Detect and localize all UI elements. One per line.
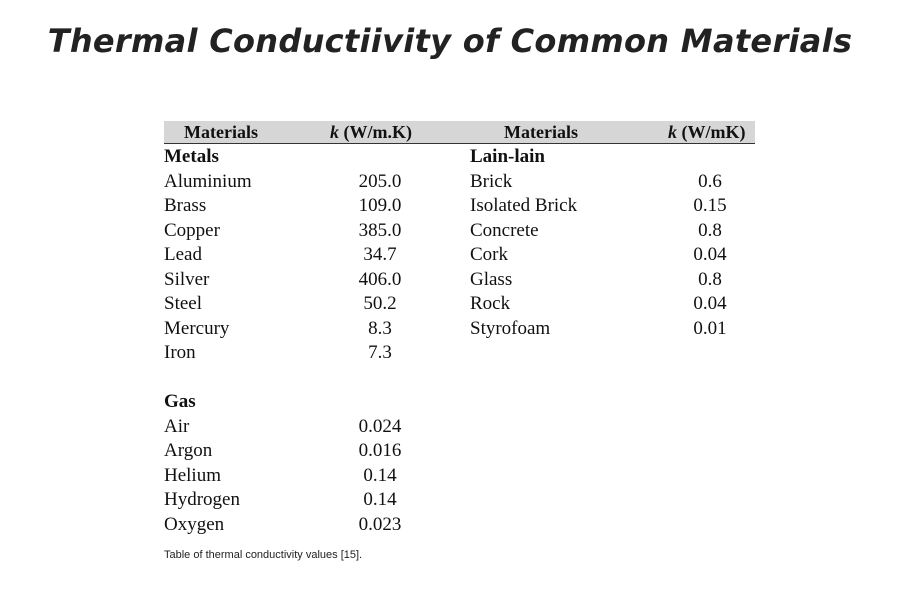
material-name: Cork — [470, 244, 508, 265]
header-materials-right: Materials — [504, 122, 578, 142]
left-column — [164, 145, 444, 537]
k-value: 0.14 — [363, 464, 397, 486]
k-value: 0.016 — [358, 440, 402, 461]
header-k-left — [330, 121, 412, 143]
header-materials-left: Materials — [184, 122, 258, 142]
k-value: 0.8 — [698, 219, 722, 241]
material-name: Brass — [164, 195, 207, 216]
k-value: 0.04 — [693, 244, 727, 265]
material-name: Lead — [164, 244, 202, 265]
material-name: Aluminium — [164, 170, 252, 192]
k-value: 385.0 — [358, 219, 402, 241]
header-k-unit-left: (W/m.K) — [343, 122, 412, 142]
k-value: 8.3 — [368, 317, 392, 339]
material-name: Oxygen — [164, 513, 225, 535]
k-value: 0.01 — [693, 317, 727, 339]
table-row — [164, 268, 444, 293]
table-row — [164, 439, 444, 464]
section-heading-metals: Metals — [164, 146, 219, 167]
table-row — [470, 243, 755, 268]
k-value: 0.8 — [698, 268, 722, 290]
table-row — [470, 292, 755, 317]
k-value: 406.0 — [358, 268, 402, 290]
k-value: 0.6 — [698, 170, 722, 192]
k-value: 50.2 — [363, 293, 397, 314]
k-value: 109.0 — [358, 195, 402, 216]
header-k-right — [668, 121, 745, 143]
table-row — [164, 341, 444, 366]
table-row — [164, 464, 444, 489]
material-name: Glass — [470, 268, 513, 290]
k-value: 7.3 — [368, 342, 392, 363]
section-spacer — [164, 366, 444, 391]
material-name: Argon — [164, 440, 213, 461]
table-row — [164, 170, 444, 195]
table-row — [470, 194, 755, 219]
table-row — [164, 292, 444, 317]
header-k-symbol-right: k — [668, 122, 677, 142]
table-row — [470, 268, 755, 293]
k-value: 34.7 — [363, 244, 397, 265]
k-value: 0.023 — [358, 513, 402, 535]
table-row — [470, 170, 755, 195]
table-row — [164, 488, 444, 513]
table-row — [164, 219, 444, 244]
table-row — [164, 243, 444, 268]
k-value: 0.14 — [363, 489, 397, 510]
material-name: Air — [164, 415, 190, 437]
section-heading-others: Lain-lain — [470, 146, 545, 167]
material-name: Copper — [164, 219, 220, 241]
header-k-symbol-left: k — [330, 122, 339, 142]
material-name: Styrofoam — [470, 317, 551, 339]
header-k-unit-right: (W/mK) — [681, 122, 746, 142]
material-name: Helium — [164, 464, 221, 486]
material-name: Brick — [470, 170, 513, 192]
material-name: Steel — [164, 293, 202, 314]
page-title: Thermal Conductiivity of Common Materials — [47, 22, 853, 60]
material-name: Rock — [470, 293, 511, 314]
table-caption: Table of thermal conductivity values [15]. — [164, 549, 363, 561]
table-row — [470, 317, 755, 342]
table-row — [164, 415, 444, 440]
material-name: Concrete — [470, 219, 539, 241]
table-row — [164, 194, 444, 219]
table-row — [470, 219, 755, 244]
k-value: 205.0 — [358, 170, 402, 192]
material-name: Mercury — [164, 317, 230, 339]
material-name: Iron — [164, 342, 196, 363]
material-name: Silver — [164, 268, 210, 290]
material-name: Hydrogen — [164, 489, 240, 510]
table-row — [164, 513, 444, 538]
material-name: Isolated Brick — [470, 195, 578, 216]
section-heading-gas: Gas — [164, 391, 196, 412]
k-value: 0.024 — [358, 415, 402, 437]
k-value: 0.15 — [693, 195, 727, 216]
table-row — [164, 317, 444, 342]
k-value: 0.04 — [693, 293, 727, 314]
right-column — [470, 145, 755, 341]
